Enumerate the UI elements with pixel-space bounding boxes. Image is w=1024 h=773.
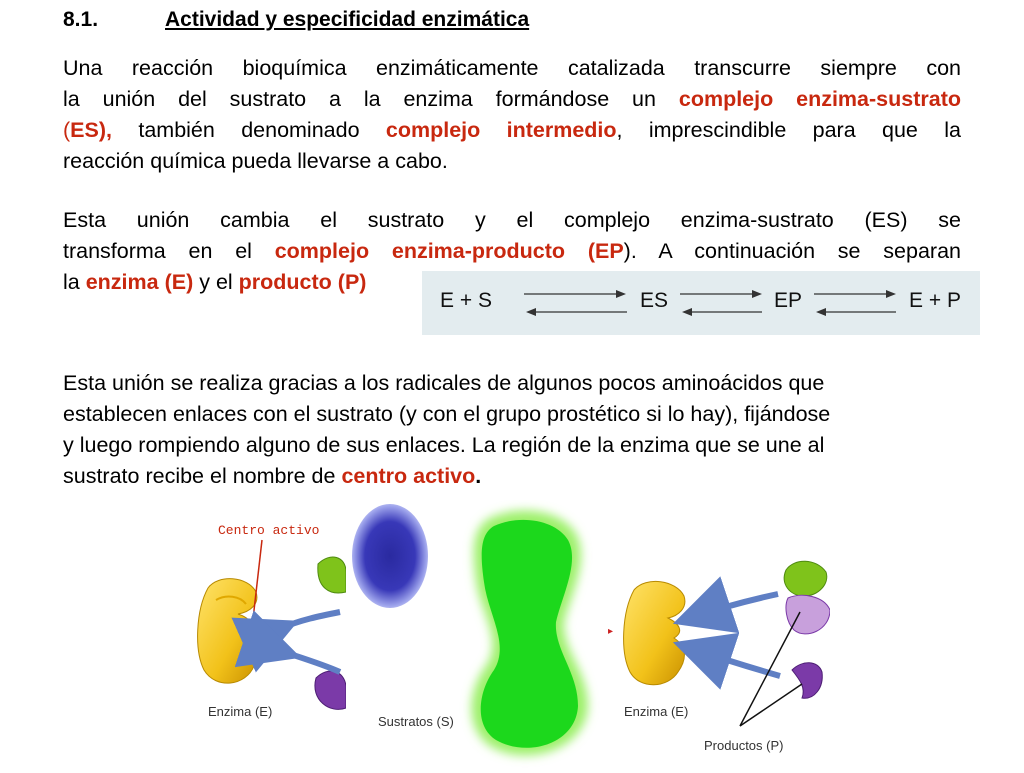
enzyme-figure-graphic	[190, 500, 830, 768]
paragraph-3-line-2	[63, 399, 983, 430]
product-green-purple	[784, 561, 830, 634]
product-purple	[792, 663, 822, 698]
centro-activo-pointer	[252, 540, 262, 628]
blob-lower-background	[346, 622, 456, 768]
text-fragment: .	[475, 464, 482, 488]
productos-label: Productos (P)	[704, 738, 784, 753]
enzima-right-label: Enzima (E)	[624, 704, 689, 719]
paragraph-3-line-4	[63, 461, 983, 492]
text-fragment: sustrato recibe el nombre de	[63, 464, 342, 488]
reaction-equation-graphic	[422, 271, 980, 335]
paragraph-3-line-1	[63, 368, 983, 399]
substrate-green-left	[318, 557, 346, 593]
text-fragment: Esta unión cambia el sustrato y el complejo enzima-sustrato (ES) se	[63, 208, 961, 232]
enzyme-substrate-figure	[190, 500, 830, 768]
section-number: 8.1.	[63, 8, 99, 31]
text-fragment: Esta unión se realiza gracias a los radicales de algunos pocos aminoácidos que	[63, 371, 825, 395]
text-fragment: también denominado	[112, 118, 386, 142]
text-fragment: transforma en el	[63, 239, 275, 263]
paragraph-1-line-1	[63, 53, 961, 84]
text-fragment: ),	[98, 118, 112, 142]
text-fragment: Una reacción bioquímica enzimáticamente catalizada transcurre siempre con	[63, 56, 961, 80]
substrate-purple-left	[315, 671, 346, 709]
term-e-plus-s: E + S	[440, 289, 492, 312]
highlight-term: enzima (E)	[85, 270, 194, 294]
text-fragment: y el	[193, 270, 239, 294]
arrow-substrate-to-enzyme-1	[282, 612, 340, 628]
centro-activo-label: Centro activo	[218, 523, 320, 538]
equilibrium-arrows-2	[680, 290, 762, 316]
highlight-term: complejo enzima-sustrato	[678, 87, 961, 111]
term-es: ES	[640, 289, 669, 312]
paragraph-2-line-1	[63, 205, 961, 236]
enzyme-right-shape	[624, 581, 685, 684]
text-fragment: ). A continuación se separan	[623, 239, 961, 263]
highlight-term: producto (P)	[238, 270, 367, 294]
paragraph-1-line-4	[63, 146, 961, 177]
text-fragment: la	[63, 270, 86, 294]
highlight-term: centro activo	[341, 464, 476, 488]
separator-mark: ▸	[608, 626, 614, 637]
paragraph-3-line-3	[63, 430, 983, 461]
text-fragment: la unión del sustrato a la enzima formándose un	[63, 87, 679, 111]
paragraph-2-line-2	[63, 236, 961, 267]
text-fragment: establecen enlaces con el sustrato (y con el grupo prostético si lo hay), fijándose	[63, 402, 831, 426]
paragraph-3	[63, 368, 983, 492]
arrow-substrate-to-enzyme-2	[284, 652, 340, 672]
term-ep: EP	[774, 289, 803, 312]
equilibrium-arrows-3	[814, 290, 896, 316]
highlight-term: complejo enzima-producto (EP	[274, 239, 624, 263]
arrow-enzyme-to-product-1	[690, 594, 778, 618]
product-pointer-2	[740, 684, 802, 726]
term-e-plus-p: E + P	[909, 289, 961, 312]
enzima-left-label: Enzima (E)	[208, 704, 273, 719]
sustratos-label: Sustratos (S)	[378, 714, 454, 729]
blue-blob	[352, 504, 428, 608]
section-title: Actividad y especificidad enzimática	[165, 8, 530, 31]
arrow-enzyme-to-product-2	[690, 648, 780, 676]
highlight-term: complejo intermedio	[385, 118, 617, 142]
section-heading	[63, 8, 529, 32]
text-fragment: (	[63, 118, 71, 142]
text-fragment: , imprescindible para que la	[616, 118, 961, 142]
text-fragment: reacción química pueda llevarse a cabo.	[63, 149, 448, 173]
reaction-equation	[422, 271, 980, 335]
text-fragment: y luego rompiendo alguno de sus enlaces. La región de la enzima que se une al	[63, 433, 825, 457]
paragraph-1-line-2	[63, 84, 961, 115]
paragraph-1-line-3	[63, 115, 961, 146]
highlight-term: ES	[70, 118, 99, 142]
enzyme-left-shape	[198, 579, 258, 684]
paragraph-1	[63, 53, 961, 177]
equilibrium-arrows-1	[524, 290, 627, 316]
